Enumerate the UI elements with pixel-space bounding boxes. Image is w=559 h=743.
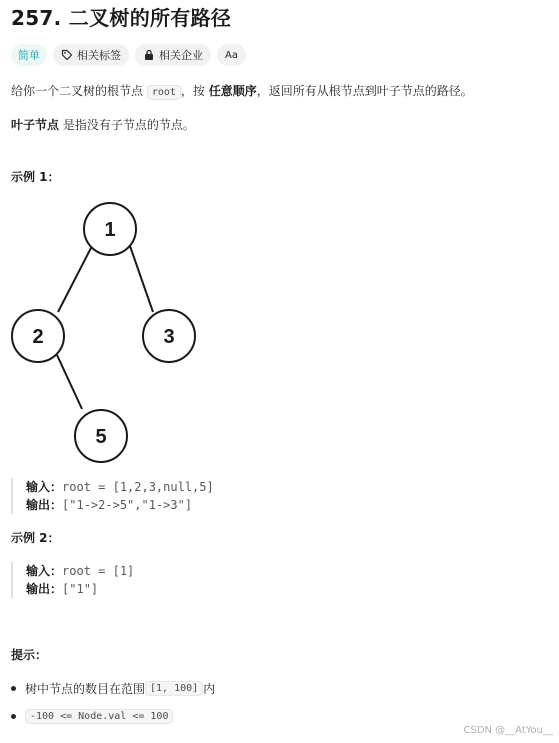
hint-item-1: 树中节点的数目在范围 [1, 100] 内 [11,680,215,697]
example1-io-block [11,478,214,514]
bullet-icon [11,686,16,691]
translate-button[interactable] [217,44,246,66]
related-tags-label: 相关标签 [77,49,121,62]
edge-1-2 [58,246,92,312]
example2-output: 输出：["1"] [26,582,99,596]
tree-node-label-5: 5 [95,426,107,448]
edge-1-3 [130,246,153,312]
binary-tree-diagram [0,195,220,470]
difficulty-badge[interactable]: 简单 [11,44,47,66]
related-companies-button[interactable] [135,44,211,66]
hint-item-2 [11,709,173,724]
lock-icon [143,49,155,61]
inline-code-range: [1, 100] [145,681,203,696]
leaf-definition: 叶子节点 是指没有子节点的节点。 [11,118,195,132]
inline-code-val-range: -100 <= Node.val <= 100 [25,709,173,724]
tag-bar [11,44,246,66]
hints-heading: 提示： [11,648,48,662]
bullet-icon [11,714,16,719]
problem-description: 给你一个二叉树的根节点 root ，按 任意顺序，返回所有从根节点到叶子节点的路径。 [11,84,473,98]
tag-icon [61,49,73,61]
example2-input: 输入：root = [1] [26,564,135,578]
tree-node-label-1: 1 [104,219,116,241]
example2-heading: 示例 2： [11,531,60,545]
translate-icon: Aa [225,49,238,61]
inline-code-root: root [147,85,181,100]
example1-heading: 示例 1： [11,170,60,184]
tree-node-label-2: 2 [32,326,44,348]
problem-title: 257. 二叉树的所有路径 [11,6,232,30]
tree-node-label-3: 3 [163,326,175,348]
example1-input: 输入：root = [1,2,3,null,5] [26,480,214,494]
example1-output: 输出：["1->2->5","1->3"] [26,498,193,512]
example2-io-block [11,562,134,598]
edge-2-5 [57,355,82,409]
related-tags-button[interactable] [53,44,129,66]
watermark: CSDN @__AtYou__ [463,725,553,736]
related-companies-label: 相关企业 [159,49,203,62]
